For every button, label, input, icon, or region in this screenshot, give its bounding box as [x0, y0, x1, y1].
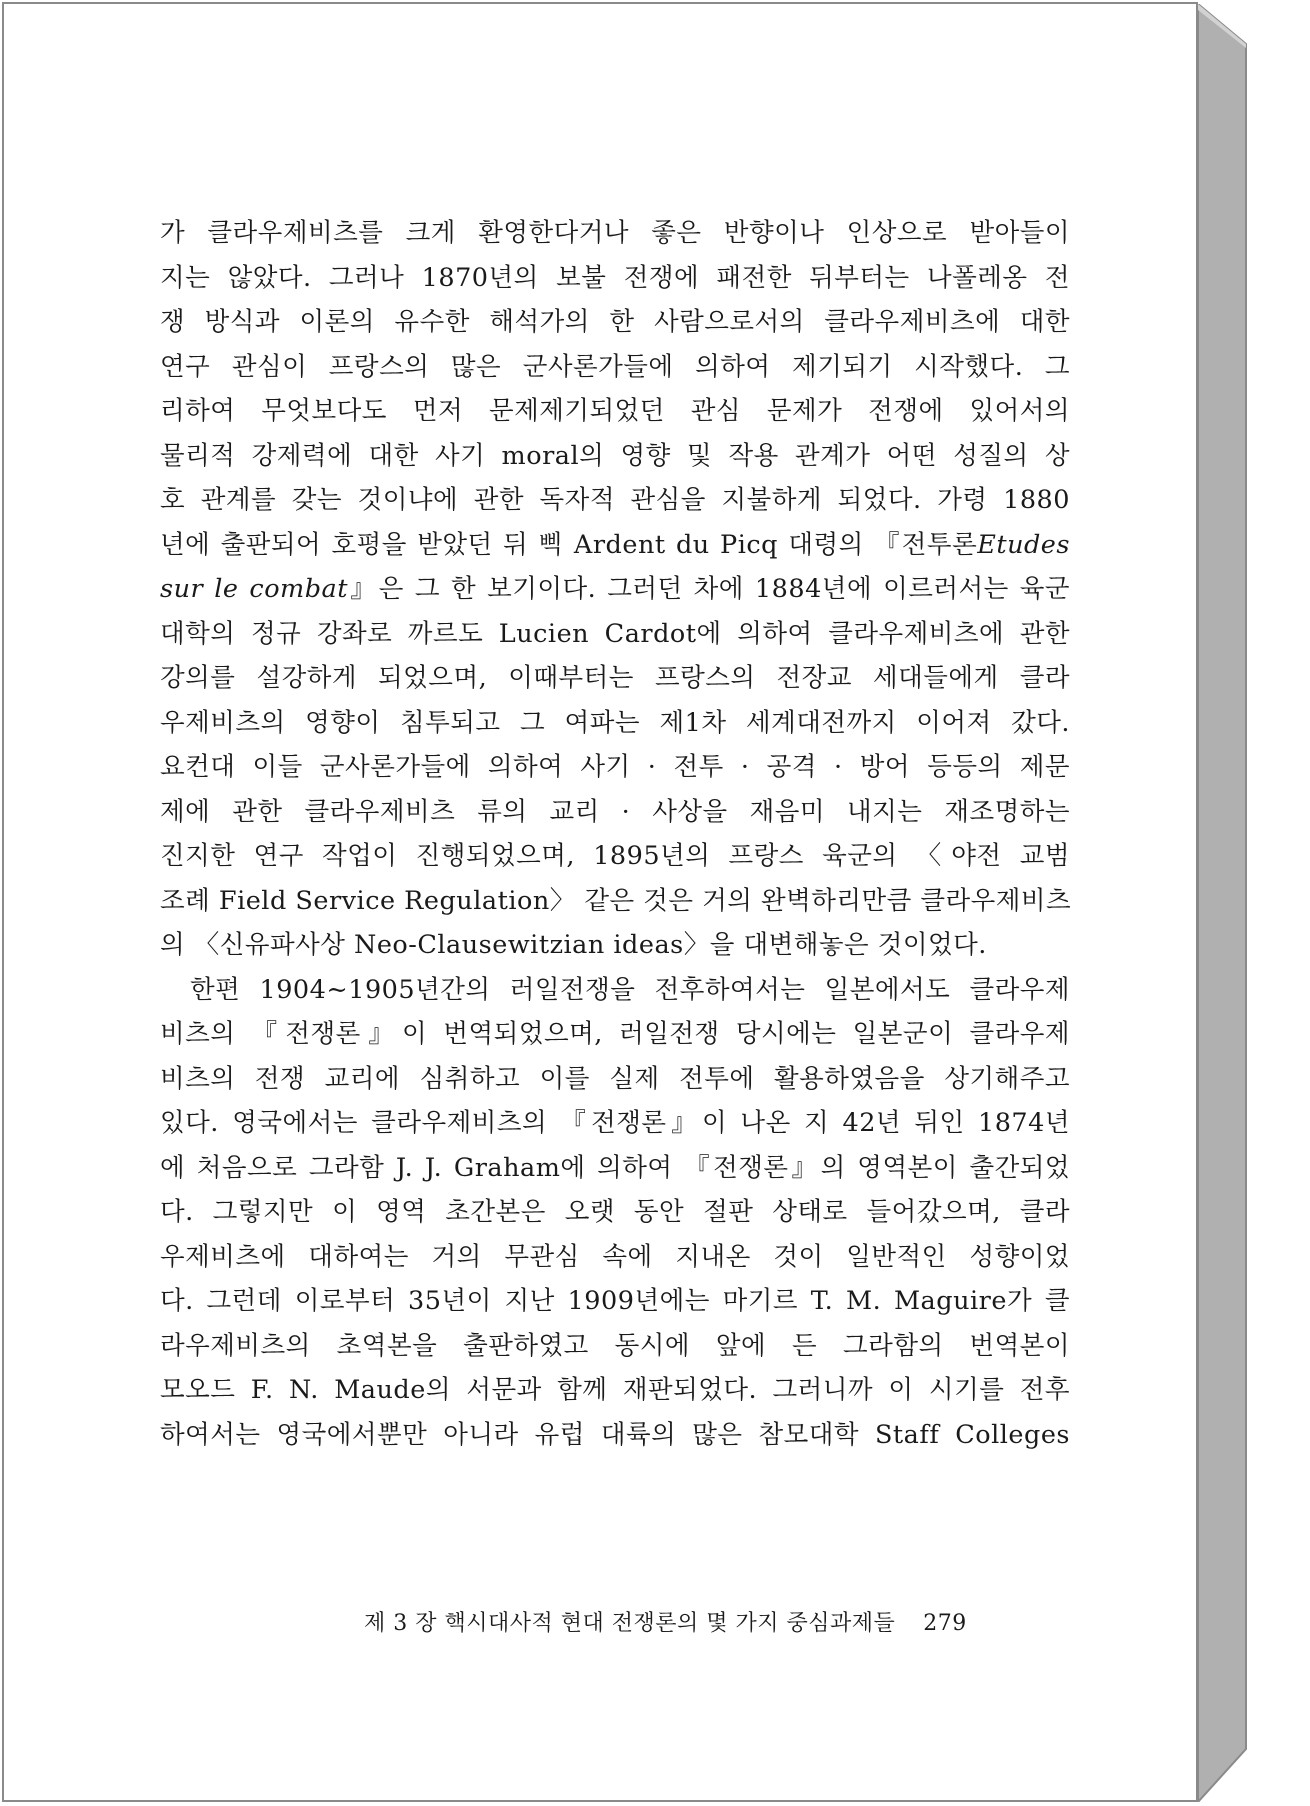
text-line	[160, 256, 1070, 301]
line-text: 년에 출판되어 호평을 받았던 뒤 삑 Ardent du Picq 대령의 『전투론	[160, 529, 978, 560]
text-line	[160, 834, 1070, 879]
line-text: 다. 그런데 이로부터 35년이 지난 1909년에는 마기르 T. M. Maguire가 클	[160, 1286, 1070, 1316]
line-text: 하여서는 영국에서뿐만 아니라 유럽 대륙의 많은 참모대학 Staff Colleges	[160, 1419, 1070, 1450]
page-edge-shape	[1198, 4, 1250, 1802]
text-line	[160, 1235, 1070, 1280]
text-line	[160, 1101, 1070, 1146]
line-text: 있다. 영국에서는 클라우제비츠의 『전쟁론』이 나온 지 42년 뒤인 1874년	[160, 1108, 1070, 1138]
text-line	[160, 1413, 1070, 1458]
text-line	[160, 389, 1070, 434]
line-text: 호 관계를 갖는 것이냐에 관한 독자적 관심을 지불하게 되었다. 가령 1880	[160, 485, 1070, 515]
italic-title-text: sur le combat	[160, 574, 349, 604]
line-text: 대학의 정규 강좌로 까르도 Lucien Cardot에 의하여 클라우제비츠에 관한	[160, 618, 1070, 649]
page-number: 279	[923, 1611, 967, 1636]
line-text: 에 처음으로 그라함 J. J. Graham에 의하여 『전쟁론』의 영역본이 출간되었	[160, 1152, 1070, 1183]
text-line	[160, 923, 1070, 968]
line-text: 모오드 F. N. Maude의 서문과 함께 재판되었다. 그러니까 이 시기를 전후	[160, 1375, 1070, 1405]
line-text: 지는 않았다. 그러나 1870년의 보불 전쟁에 패전한 뒤부터는 나폴레옹 전	[160, 262, 1070, 293]
book-page	[2, 2, 1198, 1802]
book-page-edge	[1198, 4, 1250, 1802]
line-text: 다. 그렇지만 이 영역 초간본은 오랫 동안 절판 상태로 들어갔으며, 클라	[160, 1197, 1070, 1227]
line-text: 진지한 연구 작업이 진행되었으며, 1895년의 프랑스 육군의 〈야전 교범	[160, 841, 1070, 871]
line-text: 비츠의 전쟁 교리에 심취하고 이를 실제 전투에 활용하였음을 상기해주고	[160, 1063, 1070, 1094]
body-text	[160, 211, 1070, 1457]
text-line	[160, 612, 1070, 657]
text-line	[160, 1146, 1070, 1191]
text-line	[160, 790, 1070, 835]
text-line	[160, 1324, 1070, 1369]
text-line	[160, 523, 1070, 568]
text-line	[160, 968, 1070, 1013]
line-text: 라우제비츠의 초역본을 출판하였고 동시에 앞에 든 그라함의 번역본이	[160, 1330, 1070, 1361]
line-text: 제에 관한 클라우제비츠 류의 교리 · 사상을 재음미 내지는 재조명하는	[160, 796, 1070, 827]
line-text: 우제비츠의 영향이 침투되고 그 여파는 제1차 세계대전까지 이어져 갔다.	[160, 707, 1070, 738]
line-text: 강의를 설강하게 되었으며, 이때부터는 프랑스의 전장교 세대들에게 클라	[160, 663, 1070, 693]
text-line	[160, 1368, 1070, 1413]
text-line	[160, 879, 1070, 924]
text-line	[160, 1190, 1070, 1235]
text-line	[160, 1057, 1070, 1102]
text-line	[160, 656, 1070, 701]
text-line	[160, 345, 1070, 390]
line-text: 비츠의 『전쟁론』이 번역되었으며, 러일전쟁 당시에는 일본군이 클라우제	[160, 1019, 1070, 1049]
line-text: 』은 그 한 보기이다. 그러던 차에 1884년에 이르러서는 육군	[348, 574, 1070, 604]
text-line	[160, 211, 1070, 256]
text-line	[160, 567, 1070, 612]
page-footer	[364, 1609, 967, 1639]
text-line	[160, 745, 1070, 790]
text-line	[160, 300, 1070, 345]
line-text: 쟁 방식과 이론의 유수한 해석가의 한 사람으로서의 클라우제비츠에 대한	[160, 307, 1070, 337]
running-chapter-title: 제 3 장 핵시대사적 현대 전쟁론의 몇 가지 중심과제들	[364, 1611, 896, 1636]
line-text: 요컨대 이들 군사론가들에 의하여 사기 · 전투 · 공격 · 방어 등등의 제문	[160, 752, 1070, 782]
line-text: 의 〈신유파사상 Neo-Clausewitzian ideas〉을 대변해놓은 것이었다.	[160, 930, 987, 960]
line-text: 조례 Field Service Regulation〉 같은 것은 거의 완벽하리만큼 클라우제비츠	[160, 885, 1072, 916]
text-line	[160, 1012, 1070, 1057]
italic-title-text: Etudes	[977, 529, 1070, 560]
line-text: 리하여 무엇보다도 먼저 문제제기되었던 관심 문제가 전쟁에 있어서의	[160, 396, 1070, 426]
line-text: 우제비츠에 대하여는 거의 무관심 속에 지내온 것이 일반적인 성향이었	[160, 1241, 1070, 1272]
line-text: 한편 1904∼1905년간의 러일전쟁을 전후하여서는 일본에서도 클라우제	[190, 974, 1070, 1005]
text-line	[160, 478, 1070, 523]
line-text: 연구 관심이 프랑스의 많은 군사론가들에 의하여 제기되기 시작했다. 그	[160, 351, 1070, 382]
line-text: 가 클라우제비츠를 크게 환영한다거나 좋은 반향이나 인상으로 받아들이	[160, 218, 1070, 248]
line-text: 물리적 강제력에 대한 사기 moral의 영향 및 작용 관계가 어떤 성질의 상	[160, 440, 1070, 471]
text-line	[160, 434, 1070, 479]
text-line	[160, 701, 1070, 746]
text-line	[160, 1279, 1070, 1324]
